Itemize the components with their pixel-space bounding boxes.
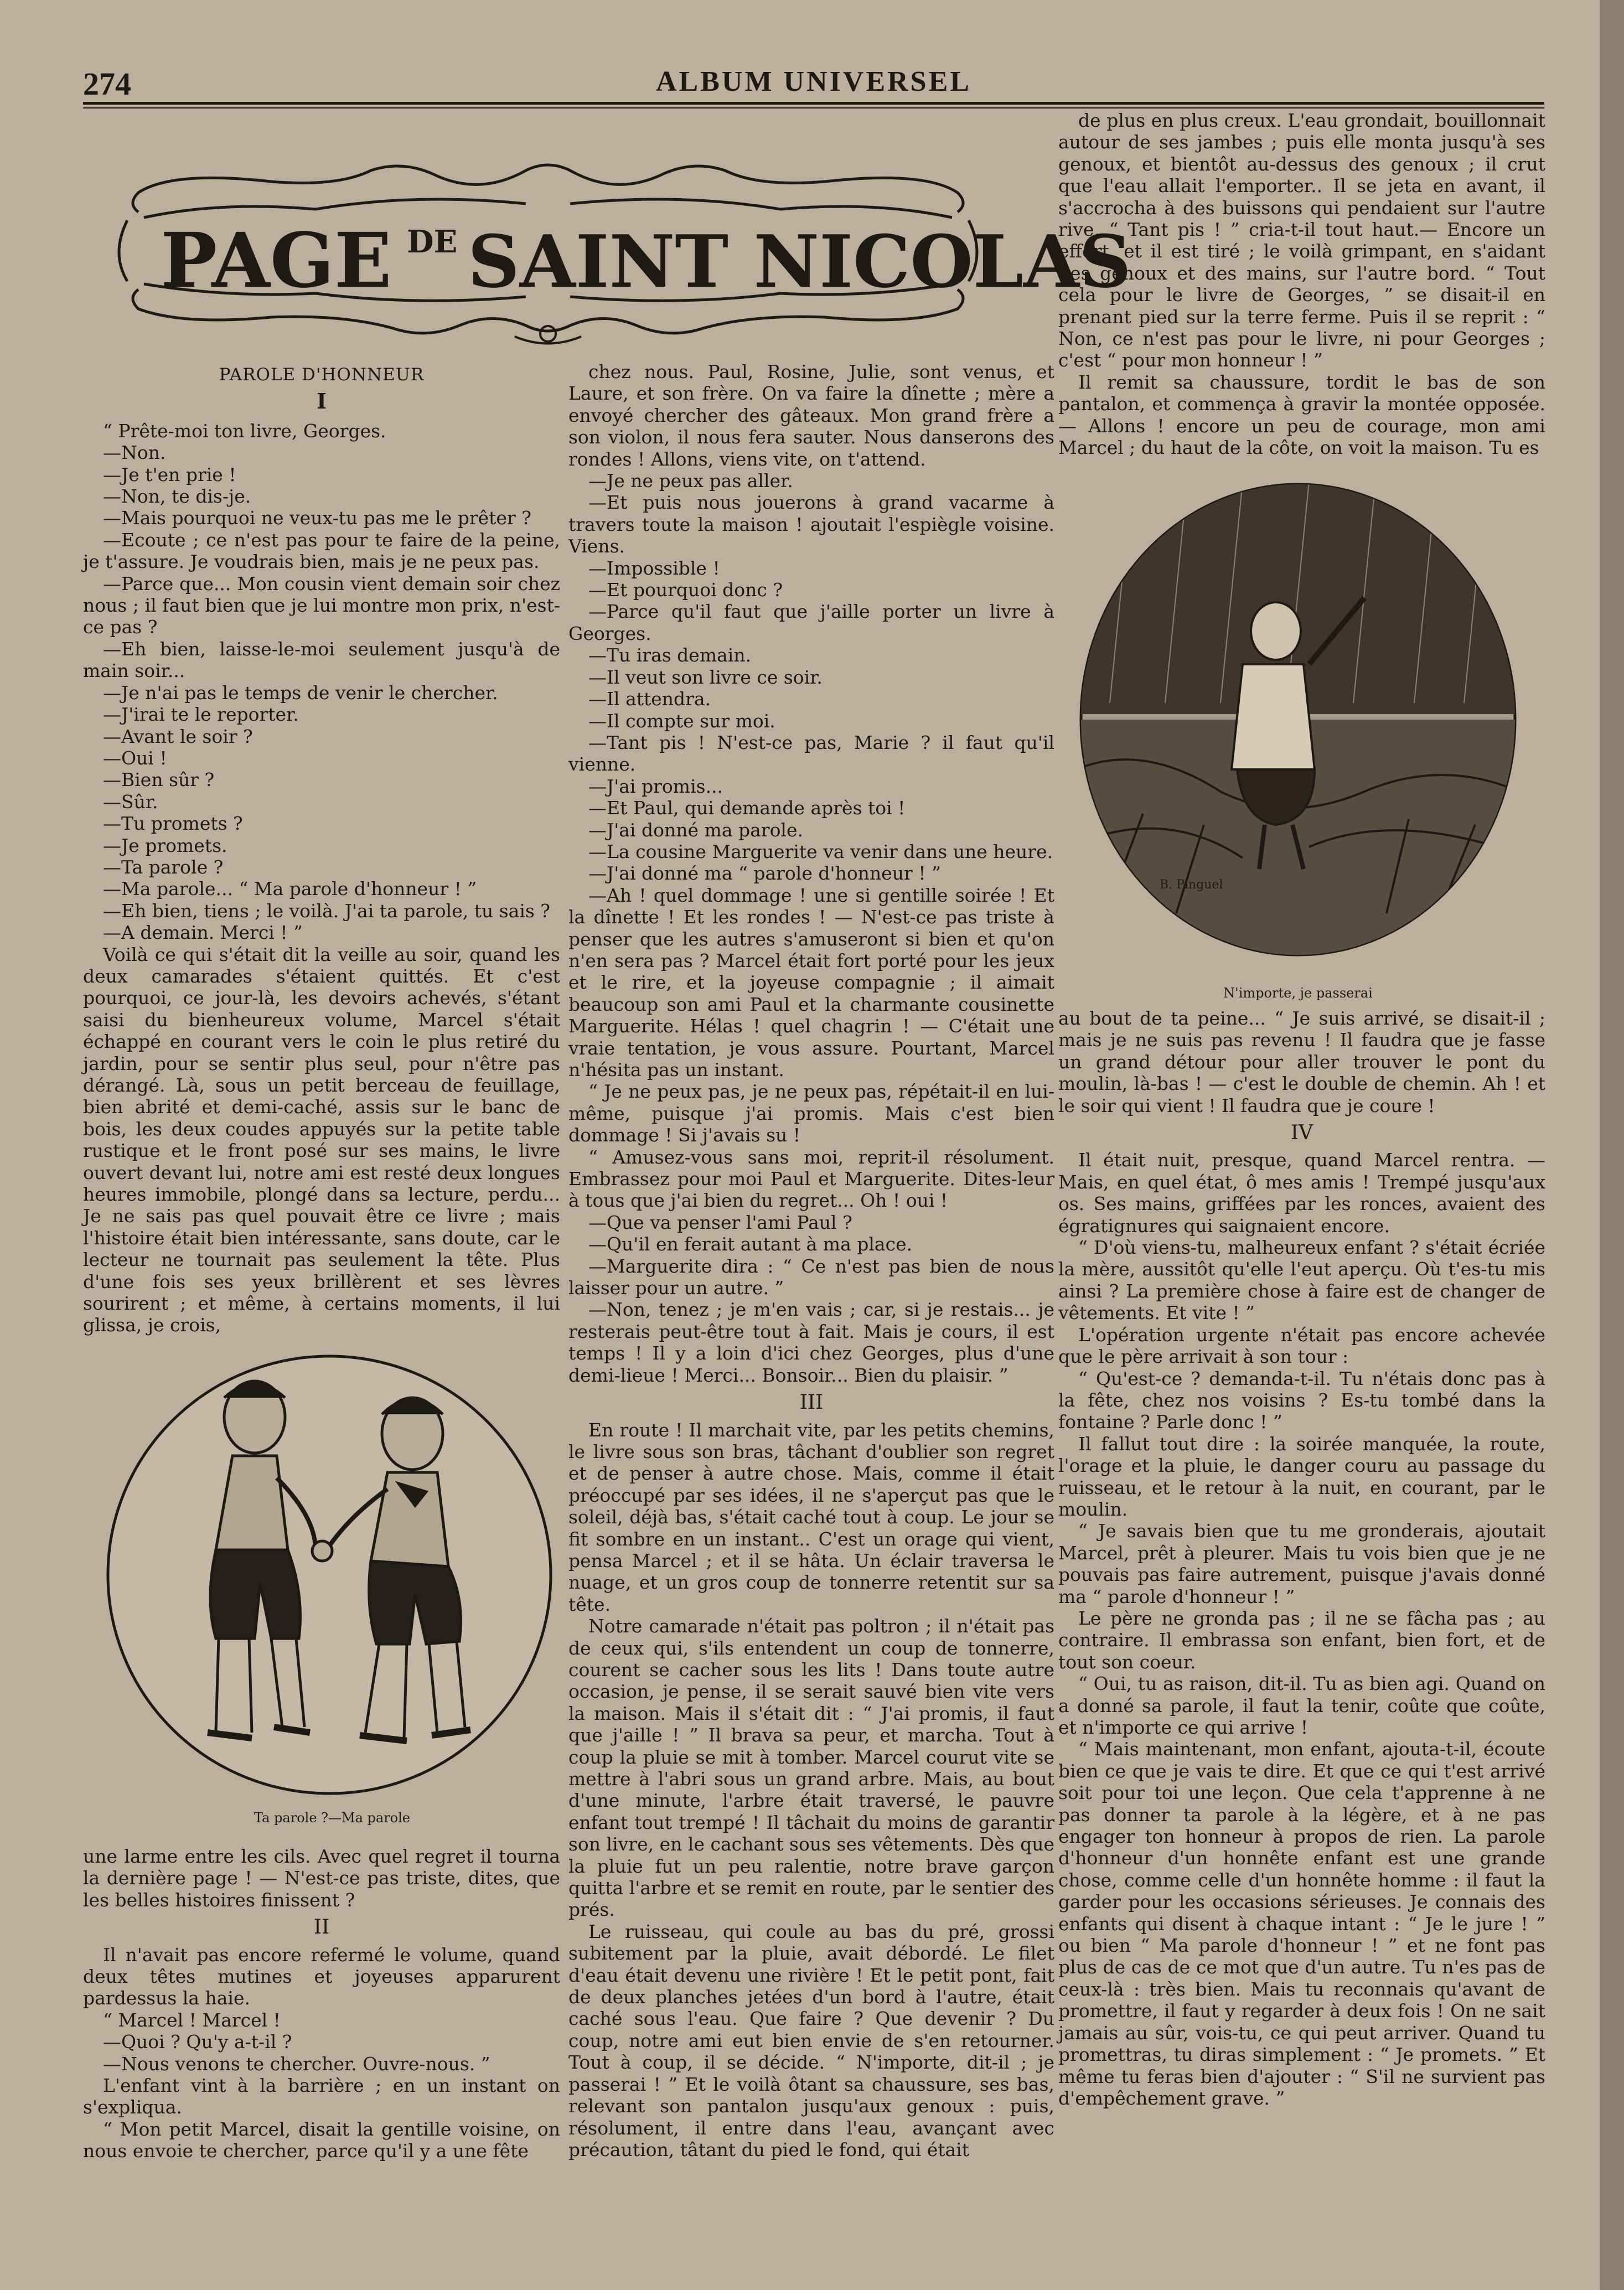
paragraph: —Impossible ! (588, 557, 720, 579)
paragraph: —Ecoute ; ce n'est pas pour te faire de la peine, je t'assure. Je voudrais bien, mais je ne peux pas. (83, 529, 560, 573)
section-heading-4: IV (1290, 1121, 1313, 1145)
paragraph: Il remit sa chaussure, tordit le bas de son pantalon, et commença à gravir la montée opposée. — Allons ! encore un peu de courage, mon ami Marcel ; du haut de la côte, on voit la maison. Tu es (1058, 371, 1545, 459)
paragraph: —Oui ! (103, 747, 167, 769)
paragraph: Le ruisseau, qui coule au bas du pré, grossi subitement par la pluie, avait débordé. Le filet d'eau était devenu une rivière ! Et le petit pont, fait de deux planches jetées d'un bord à l'autre, était caché sous l'eau. Que faire ? Que devenir ? Du coup, notre ami eut bien envie de s'en retourner. Tout à coup, il se décide. “ N'importe, dit-il ; je passerai ! ” Et le voilà ôtant sa chaussure, ses bas, relevant son pantalon jusqu'aux genoux : puis, résolument, il entre dans l'eau, avançant avec précaution, tâtant du pied le fond, qui était (568, 1920, 1054, 2160)
paragraph: chez nous. Paul, Rosine, Julie, sont venus, et Laure, et son frère. On va faire la dînette ; mère a envoyé chercher des gâteaux. Mon grand frère a son violon, il nous fera sauter. Nous danserons des rondes ! Allons, viens vite, on t'attend. (568, 361, 1054, 470)
paragraph: —Je ne peux pas aller. (588, 470, 793, 492)
story-title: PAROLE D'HONNEUR (219, 365, 425, 385)
paragraph: —Ah ! quel dommage ! une si gentille soirée ! Et la dînette ! Et les rondes ! — N'est-ce pas triste à penser que les autres s'amuseront si bien et qu'on n'en sera pas ? Marcel était fort porté pour les jeux et le rire, et la joyeuse compagnie ; il aimait beaucoup son ami Paul et la charmante cousinette Marguerite. Hélas ! quel chagrin ! — C'était une vraie tentation, je vous assure. Pourtant, Marcel n'hésita pas un instant. (568, 884, 1054, 1081)
paragraph: —Marguerite dira : “ Ce n'est pas bien de nous laisser pour un autre. ” (568, 1255, 1054, 1299)
paragraph: —Mais pourquoi ne veux-tu pas me le prêter ? (103, 507, 531, 529)
paragraph: L'enfant vint à la barrière ; en un instant on s'expliqua. (83, 2075, 560, 2118)
paragraph: —Tu iras demain. (588, 644, 752, 666)
paragraph: —Avant le soir ? (103, 725, 253, 747)
paragraph: —Il attendra. (588, 688, 711, 710)
section-heading-3: III (799, 1391, 824, 1414)
paragraph: —Je n'ai pas le temps de venir le chercher. (103, 681, 498, 704)
paragraph: —Qu'il en ferait autant à ma place. (588, 1233, 913, 1255)
column-3-top (1058, 110, 1545, 459)
paragraph: au bout de ta peine... “ Je suis arrivé, se disait-il ; mais je ne suis pas revenu ! Il faudra que je fasse un grand détour pour aller trouver le pont du moulin, là-bas ! — c'est le double de chemin. Ah ! et le soir qui vient ! Il faudra que je coure ! (1058, 1007, 1545, 1116)
paragraph: —Ta parole ? (103, 856, 224, 878)
section-heading-1: I (317, 389, 327, 414)
paragraph: —Je promets. (103, 834, 227, 856)
paragraph: —Parce que... Mon cousin vient demain soir chez nous ; il faut bien que je lui montre mon prix, n'est-ce pas ? (83, 572, 560, 638)
paragraph: “ Qu'est-ce ? demanda-t-il. Tu n'étais donc pas à la fête, chez nos voisins ? Es-tu tombé dans la fontaine ? Parle donc ! ” (1058, 1367, 1545, 1433)
page-edge-shadow (1600, 0, 1624, 2290)
paragraph: “ Mais maintenant, mon enfant, ajouta-t-il, écoute bien ce que je vais te dire. Et que ce qui t'est arrivé soit pour toi une leçon. Que cela t'apprenne à ne pas donner ta parole à la légère, et à ne pas engager ton honneur à propos de rien. La parole d'honneur d'un honnête enfant est une grande chose, comme celle d'un honnête homme : il faut la garder pour les occasions sérieuses. Je connais des enfants qui disent à chaque intant : “ Je le jure ! ” ou bien “ Ma parole d'honneur ! ” et ne font pas plus de cas de ce mot que d'un autre. Tu n'es pas de ceux-là : très bien. Mais tu reconnais qu'avant de promettre, il faut y regarder à deux fois ! On ne sait jamais au sûr, vois-tu, ce qui peut arriver. Quand tu promettras, tu diras simplement : “ Je promets. ” Et même tu feras bien d'ajouter : “ S'il ne survient pas d'empêchement grave. ” (1058, 1738, 1545, 2109)
paragraph: Le père ne gronda pas ; il ne se fâcha pas ; au contraire. Il embrassa son enfant, bien fort, et de tout son coeur. (1058, 1607, 1545, 1673)
paragraph: —Eh bien, tiens ; le voilà. J'ai ta parole, tu sais ? (103, 900, 550, 922)
paragraph: Il n'avait pas encore refermé le volume, quand deux têtes mutines et joyeuses apparurent pardessus la haie. (83, 1943, 560, 2009)
column-2-bottom-paragraphs (568, 1419, 1054, 2161)
column-3-bottom-paragraphs (1058, 1149, 1545, 2109)
paragraph: —Et Paul, qui demande après toi ! (588, 797, 906, 819)
paragraph: —Non, tenez ; je m'en vais ; car, si je restais... je resterais peut-être tout à fait. Mais je cours, il est temps ! Il y a loin d'ici chez Georges, plus d'une demi-lieue ! Merci... Bonsoir... Bien du plaisir. ” (568, 1299, 1054, 1386)
paragraph: une larme entre les cils. Avec quel regret il tourna la dernière page ! — N'est-ce pas triste, dites, que les belles histoires finissent ? (83, 1846, 560, 1911)
column-3-top-paragraphs (1058, 110, 1545, 459)
column-1-bottom (83, 1846, 560, 2162)
publication-title: ALBUM UNIVERSEL (656, 66, 971, 97)
column-1-top (83, 361, 560, 1336)
paragraph: —A demain. Merci ! ” (103, 922, 303, 944)
paragraph: —Bien sûr ? (103, 769, 215, 791)
boys-caption: Ta parole ?—Ma parole (254, 1810, 411, 1826)
paragraph: —J'ai promis... (588, 775, 723, 797)
column-2 (568, 361, 1054, 2160)
paragraph: —Parce qu'il faut que j'aille porter un livre à Georges. (568, 601, 1054, 644)
paragraph: —Il compte sur moi. (588, 710, 775, 732)
paragraph: L'opération urgente n'était pas encore achevée que le père arrivait à son tour : (1058, 1324, 1545, 1368)
paragraph: “ Je ne peux pas, je ne peux pas, répétait-il en lui-même, puisque j'ai promis. Mais c'est bien dommage ! Si j'avais su ! (568, 1081, 1054, 1146)
paragraph: —Il veut son livre ce soir. (588, 666, 823, 688)
paragraph: —Sûr. (103, 790, 158, 813)
paragraph: —Je t'en prie ! (103, 463, 236, 485)
paragraph: “ Marcel ! Marcel ! (103, 2009, 281, 2031)
paragraph: Il fallut tout dire : la soirée manquée, la route, l'orage et la pluie, le danger couru au passage du ruisseau, et le retour à la nuit, en courant, par le moulin. (1058, 1433, 1545, 1520)
column-2-top-paragraphs (568, 361, 1054, 1386)
paragraph: Il était nuit, presque, quand Marcel rentra. — Mais, en quel état, ô mes amis ! Trempé jusqu'aux os. Ses mains, griffées par les ronces, avaient des égratignures qui saignaient encore. (1058, 1149, 1545, 1237)
page-header (83, 65, 1544, 104)
river-crossing-illustration (1077, 482, 1519, 963)
paragraph: “ Amusez-vous sans moi, reprit-il résolument. Embrassez pour moi Paul et Marguerite. Dites-leur à tous que j'ai bien du regret... Oh ! oui ! (568, 1146, 1054, 1212)
paragraph: “ Je savais bien que tu me gronderais, ajoutait Marcel, prêt à pleurer. Mais tu vois bien que je ne pouvais pas faire autrement, puisque j'avais donné ma “ parole d'honneur ! ” (1058, 1520, 1545, 1607)
column-1-top-paragraphs (83, 420, 560, 1336)
boys-handshake-illustration (105, 1351, 554, 1799)
paragraph: —J'ai donné ma “ parole d'honneur ! ” (588, 862, 941, 885)
paragraph: —Et puis nous jouerons à grand vacarme à travers toute la maison ! ajoutait l'espiègle voisine. Viens. (568, 492, 1054, 557)
paragraph: —Non, te dis-je. (103, 485, 251, 508)
paragraph: —Tu promets ? (103, 813, 243, 835)
paragraph: —Nous venons te chercher. Ouvre-nous. ” (103, 2053, 490, 2075)
paragraph: “ Prête-moi ton livre, Georges. (103, 420, 386, 442)
header-rule-thick (83, 102, 1544, 105)
banner-de-text: DE (407, 224, 458, 260)
paragraph: —J'ai donné ma parole. (588, 819, 804, 841)
page-number: 274 (83, 66, 131, 102)
paragraph: En route ! Il marchait vite, par les petits chemins, le livre sous son bras, tâchant d'oublier son regret et de penser à autre chose. Mais, comme il était préoccupé par ses idées, il ne s'aperçut pas que le soleil, déjà bas, s'était caché tout à coup. Le jour se fit sombre en un instant.. C'est un orage qui vient, pensa Marcel ; et il se hâta. Un éclair traversa le nuage, et un gros coup de tonnerre retentit sur sa tête. (568, 1419, 1054, 1615)
paragraph: —Eh bien, laisse-le-moi seulement jusqu'à de main soir... (83, 638, 560, 682)
paragraph: —Quoi ? Qu'y a-t-il ? (103, 2031, 292, 2053)
paragraph: —Et pourquoi donc ? (588, 579, 783, 601)
paragraph: “ Oui, tu as raison, dit-il. Tu as bien agi. Quand on a donné sa parole, il faut la tenir, coûte que coûte, et n'importe ce qui arrive ! (1058, 1673, 1545, 1738)
river-caption: N'importe, je passerai (1223, 985, 1373, 1001)
paragraph: “ Mon petit Marcel, disait la gentille voisine, on nous envoie te chercher, parce qu'il y a une fête (83, 2118, 560, 2162)
paragraph: “ D'où viens-tu, malheureux enfant ? s'était écriée la mère, aussitôt qu'elle l'eut aperçu. Où t'es-tu mis ainsi ? La première chose à faire est de changer de vêtements. Et vite ! ” (1058, 1237, 1545, 1324)
header-rule-thin (83, 107, 1544, 108)
section-heading-2: II (313, 1916, 330, 1939)
section-banner (105, 148, 1131, 353)
paragraph: de plus en plus creux. L'eau grondait, bouillonnait autour de ses jambes ; puis elle monta jusqu'à ses genoux, et bientôt au-dessus des genoux ; il crut que l'eau allait l'emporter.. Il se jeta en avant, il s'accrocha à des buissons qui pendaient sur l'autre rive. “ Tant pis ! ” cria-t-il tout haut.— Encore un effort, et il est tiré ; le voilà grimpant, en s'aidant des genoux et des mains, sur l'autre bord. “ Tout cela pour le livre de Georges, ” se disait-il en prenant pied sur la terre ferme. Puis il se reprit : “ Non, ce n'est pas pour le livre, ni pour Georges ; c'est “ pour mon honneur ! ” (1058, 110, 1545, 371)
paragraph: —J'irai te le reporter. (103, 704, 299, 726)
paragraph: —Non. (103, 442, 166, 464)
paragraph: —Que va penser l'ami Paul ? (588, 1211, 852, 1233)
column-1-bottom-paragraphs (83, 1944, 560, 2162)
paragraph: Notre camarade n'était pas poltron ; il n'était pas de ceux qui, s'ils entendent un coup de tonnerre, courent se cacher sous les lits ! Dans toute autre occasion, je pense, il se serait sauvé bien vite vers la maison. Mais il s'était dit : “ J'ai promis, il faut que j'aille ! ” Il brava sa peur, et marcha. Tout à coup la pluie se mit à tomber. Marcel courut vite se mettre à l'abri sous un grand arbre. Mais, au bout d'une minute, l'arbre était traversé, le pauvre enfant tout trempé ! Il tâchait du moins de garantir son livre, en le cachant sous ses vêtements. Dès que la pluie fut un peu ralentie, notre brave garçon quitta l'arbre et se remit en route, par le sentier des prés. (568, 1615, 1054, 1921)
column-3-bottom (1058, 1007, 1545, 2109)
banner-saint-nicolas-text: SAINT NICOLAS (468, 219, 1131, 304)
paragraph: —Tant pis ! N'est-ce pas, Marie ? il faut qu'il vienne. (568, 731, 1054, 776)
paragraph: Voilà ce qui s'était dit la veille au soir, quand les deux camarades s'étaient quittés. Et c'est pourquoi, ce jour-là, les devoirs achevés, s'étant saisi du bienheureux volume, Marcel s'était échappé en courant vers le coin le plus retiré du jardin, pour se sentir plus seul, pour n'être pas dérangé. Là, sous un petit berceau de feuillage, bien abrité et demi-caché, assis sur le banc de bois, les deux coudes appuyés sur la petite table rustique et le front posé sur ses mains, le livre ouvert devant lui, notre ami est resté deux longues heures immobile, plongé dans sa lecture, perdu... Je ne sais pas quel pouvait être ce livre ; mais l'histoire était bien intéressante, sans doute, car le lecteur ne tournait pas seulement la tête. Plus d'une fois ses yeux brillèrent et ses lèvres sourirent ; et même, à certains moments, il lui glissa, je crois, (83, 943, 560, 1336)
illustration-signature: B. Pinguel (1160, 878, 1223, 892)
paragraph: —La cousine Marguerite va venir dans une heure. (588, 840, 1053, 862)
banner-page-text: PAGE (161, 216, 392, 305)
paragraph: —Ma parole... “ Ma parole d'honneur ! ” (103, 878, 477, 900)
